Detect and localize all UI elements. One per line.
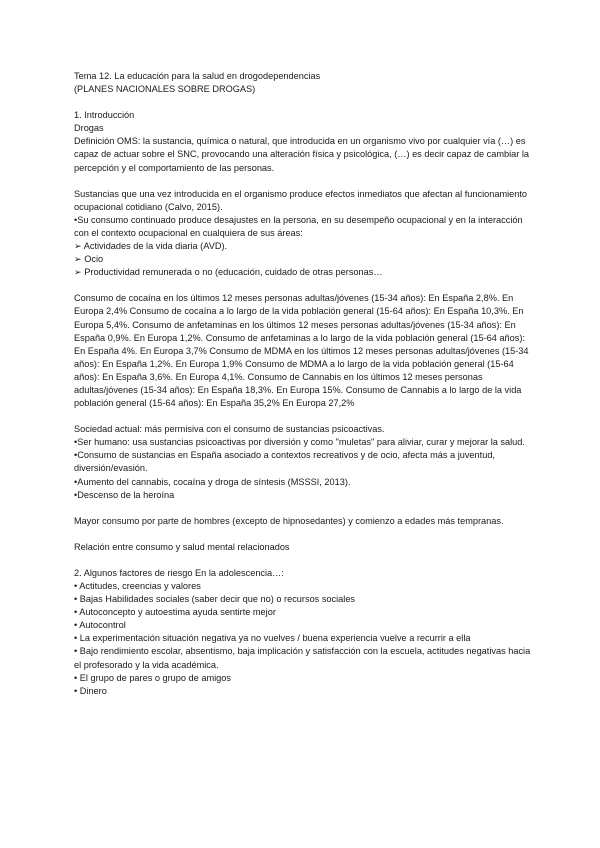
risk-factor-item: • Bajas Habilidades sociales (saber decir que no) o recursos sociales	[74, 594, 356, 605]
society-heading: Sociedad actual: más permisiva con el consumo de sustancias psicoactivas.	[74, 424, 385, 435]
risk-factor-item: • Actitudes, creencias y valores	[74, 581, 201, 591]
section-heading-introduction: 1. Introducción	[74, 110, 135, 121]
risk-factor-item: • Dinero	[74, 685, 107, 696]
risk-factor-item: • Autocontrol	[74, 620, 126, 631]
mental-health-paragraph: Relación entre consumo y salud mental relacionados	[74, 541, 290, 552]
risk-factor-item: • El grupo de pares o grupo de amigos	[74, 672, 231, 683]
society-item: •Descenso de la heroína	[74, 489, 175, 500]
area-item: ➢ Ocio	[74, 254, 104, 265]
risk-factor-item: • La experimentación situación negativa ya no vuelves / buena experiencia vuelve a recurrir a ella	[74, 633, 471, 644]
area-item: ➢ Productividad remunerada o no (educación, cuidado de otras personas…	[74, 267, 383, 278]
society-item: •Consumo de sustancias en España asociado a contextos recreativos y de ocio, afecta más a juventud, diversión/evasión.	[74, 450, 495, 474]
document-subtitle: (PLANES NACIONALES SOBRE DROGAS)	[74, 84, 256, 95]
society-item: •Aumento del cannabis, cocaína y droga de síntesis (MSSSI, 2013).	[74, 476, 351, 487]
section-heading-risk-factors: 2. Algunos factores de riesgo En la adolescencia…:	[74, 567, 284, 578]
document-title: Tema 12. La educación para la salud en drogodependencias	[74, 71, 321, 81]
gender-age-paragraph: Mayor consumo por parte de hombres (excepto de hipnosedantes) y comienzo a edades más tempranas.	[74, 515, 504, 526]
subheading-drogas: Drogas	[74, 123, 104, 134]
continued-consumption-bullet: •Su consumo continuado produce desajustes en la persona, en su desempeño ocupacional y en la interacción con el contexto ocupacional en cualquiera de sus áreas:	[74, 214, 523, 238]
society-item: •Ser humano: usa sustancias psicoactivas por diversión y como "muletas" para aliviar, curar y mejorar la salud.	[74, 437, 525, 448]
consumption-statistics-paragraph: Consumo de cocaína en los últimos 12 meses personas adultas/jóvenes (15-34 años): En España 2,8%. En Europa 2,4% Consumo de cocaína a lo largo de la vida población general (15-64 años): En España 10,3%. En Europa 5,4%. Consumo de anfetaminas en los últimos 12 meses personas adultas/jóvenes (15-34 años): En España 0,9%. En Europa 1,2%. Consumo de anfetaminas a lo largo de la vida población general (15-64 años): En España 4%. En Europa 3,7% Consumo de MDMA en los últimos 12 meses personas adultas/jóvenes (15-34 años): En España 1,2%. En Europa 1,9% Consumo de MDMA a lo largo de la vida población general (15-64 años): En España 3,6%. En Europa 4,1%. Consumo de Cannabis en los últimos 12 meses personas adultas/jóvenes (15-34 años): En España 18,3%. En Europa 15%. Consumo de Cannabis a lo largo de la vida población general (15-64 años): En España 35,2% En Europa 27,2%	[74, 293, 529, 409]
risk-factor-item: • Autoconcepto y autoestima ayuda sentirte mejor	[74, 607, 276, 618]
risk-factor-item: • Bajo rendimiento escolar, absentismo, baja implicación y satisfacción con la escuela, actitudes negativas hacia el profesorado y la vida académica.	[74, 646, 531, 670]
definition-paragraph: Definición OMS: la sustancia, química o natural, que introducida en un organismo vivo por cualquier vía (…) es capaz de actuar sobre el SNC, provocando una alteración física y psicológica, (…) es decir capaz de cambiar la percepción y el comportamiento de las personas.	[74, 136, 530, 173]
area-item: ➢ Actividades de la vida diaria (AVD).	[74, 241, 228, 252]
effects-paragraph: Sustancias que una vez introducida en el organismo produce efectos inmediatos que afectan al funcionamiento ocupacional cotidiano (Calvo, 2015).	[74, 188, 528, 212]
document-page	[74, 70, 534, 698]
